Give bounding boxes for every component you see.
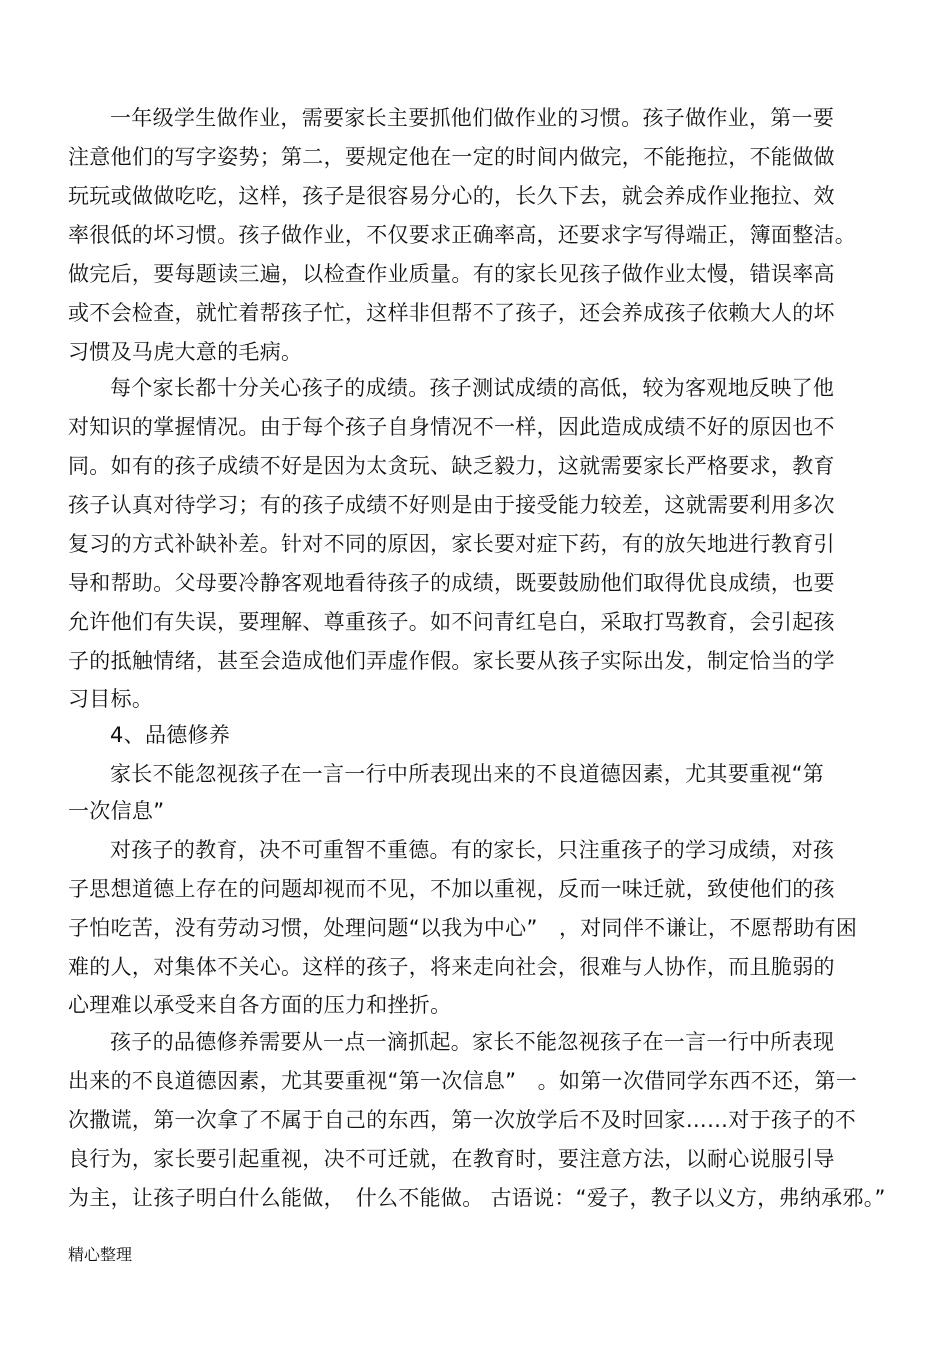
text-line: 子思想道德上存在的问题却视而不见，不加以重视，反而一味迁就，致使他们的孩 [68,877,835,901]
text-line: 同。如有的孩子成绩不好是因为太贪玩、缺乏毅力，这就需要家长严格要求，教育 [68,454,835,478]
text-line: 每个家长都十分关心孩子的成绩。孩子测试成绩的高低，较为客观地反映了他 [110,376,835,400]
text-line: 复习的方式补缺补差。针对不同的原因，家长要对症下药，有的放矢地进行教育引 [68,532,835,556]
text-line: 一次信息” [68,799,165,823]
text-line: 做完后，要每题读三遍，以检查作业质量。有的家长见孩子做作业太慢，错误率高 [68,262,835,286]
text-line: 子怕吃苦，没有劳动习惯，处理问题“以我为中心” ，对同伴不谦让，不愿帮助有困 [68,916,858,940]
text-line: 或不会检查，就忙着帮孩子忙，这样非但帮不了孩子，还会养成孩子依赖大人的坏 [68,301,835,325]
text-line: 习目标。 [68,687,154,711]
text-line: 对知识的掌握情况。由于每个孩子自身情况不一样，因此造成成绩不好的原因也不 [68,415,835,439]
text-line: 导和帮助。父母要冷静客观地看待孩子的成绩，既要鼓励他们取得优良成绩，也要 [68,571,835,595]
text-line: 孩子认真对待学习；有的孩子成绩不好则是由于接受能力较差，这就需要利用多次 [68,493,835,517]
text-line: 次撒谎，第一次拿了不属于自己的东西，第一次放学后不及时回家……对于孩子的不 [68,1108,857,1132]
text-line: 注意他们的写字姿势；第二，要规定他在一定的时间内做完，不能拖拉，不能做做 [68,145,835,169]
text-line: 对孩子的教育，决不可重智不重德。有的家长，只注重孩子的学习成绩，对孩 [110,838,835,862]
text-line: 孩子的品德修养需要从一点一滴抓起。家长不能忽视孩子在一言一行中所表现 [110,1030,835,1054]
text-line: 出来的不良道德因素，尤其要重视“第一次信息” 。如第一次借同学东西不还，第一 [68,1069,858,1093]
text-line: 子的抵触情绪，甚至会造成他们弄虚作假。家长要从孩子实际出发，制定恰当的学 [68,649,835,673]
text-line: 心理难以承受来自各方面的压力和挫折。 [68,993,452,1017]
section-heading: 4、品德修养 [110,723,231,747]
footer-label: 精心整理 [68,1245,133,1264]
text-line: 家长不能忽视孩子在一言一行中所表现出来的不良道德因素，尤其要重视“第 [110,762,825,786]
text-line: 玩玩或做做吃吃，这样，孩子是很容易分心的，长久下去，就会养成作业拖拉、效 [68,184,835,208]
text-line: 一年级学生做作业，需要家长主要抓他们做作业的习惯。孩子做作业，第一要 [110,106,835,130]
text-line: 允许他们有失误，要理解、尊重孩子。如不问青红皂白，采取打骂教育，会引起孩 [68,610,835,634]
text-line: 习惯及马虎大意的毛病。 [68,340,303,364]
text-line: 良行为，家长要引起重视，决不可迁就，在教育时，要注意方法，以耐心说服引导 [68,1147,835,1171]
text-line: 为主，让孩子明白什么能做， 什么不能做。 古语说：“爱子，教子以义方，弗纳承邪。” [68,1186,886,1210]
text-line: 难的人，对集体不关心。这样的孩子，将来走向社会，很难与人协作，而且脆弱的 [68,955,835,979]
text-line: 率很低的坏习惯。孩子做作业，不仅要求正确率高，还要求字写得端正，簿面整洁。 [68,223,857,247]
